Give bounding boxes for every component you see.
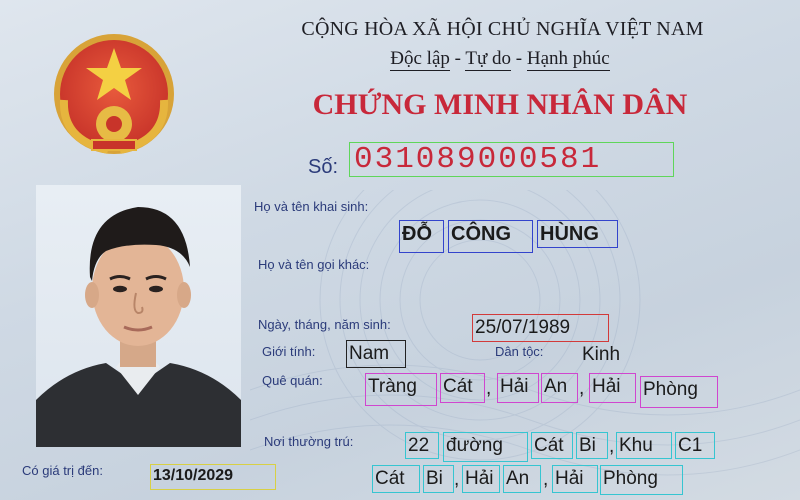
motto-sep: - xyxy=(511,48,527,69)
hometown-comma: , xyxy=(579,378,585,399)
expiry-label: Có giá trị đến: xyxy=(22,463,103,478)
residence-comma: , xyxy=(454,469,460,490)
residence-comma: , xyxy=(609,436,615,457)
motto xyxy=(330,48,670,70)
name-token: CÔNG xyxy=(448,220,533,253)
gender-label: Giới tính: xyxy=(262,344,316,359)
hometown-comma: , xyxy=(486,378,492,399)
motto-part: Độc lập xyxy=(390,48,450,69)
card-title: CHỨNG MINH NHÂN DÂN xyxy=(312,88,688,121)
residence-token: đường xyxy=(443,432,528,462)
motto-part: Hạnh phúc xyxy=(526,48,610,69)
residence-token: Cát xyxy=(372,465,420,493)
hometown-token: Phòng xyxy=(640,376,718,408)
name-label: Họ và tên khai sinh: xyxy=(254,199,369,214)
residence-token: An xyxy=(503,465,541,493)
residence-token: Bi xyxy=(423,465,454,493)
residence-label: Nơi thường trú: xyxy=(264,434,354,449)
residence-token: Khu xyxy=(616,432,672,459)
residence-token: Phòng xyxy=(600,465,683,495)
dob-value: 25/07/1989 xyxy=(472,314,609,342)
other-name-label: Họ và tên gọi khác: xyxy=(258,257,370,272)
hometown-label: Quê quán: xyxy=(262,373,323,388)
residence-token: Cát xyxy=(531,432,573,459)
hometown-token: Hải xyxy=(497,373,539,403)
residence-comma: , xyxy=(543,469,549,490)
motto-part: Tự do xyxy=(465,48,512,69)
ethnicity-value: Kinh xyxy=(582,344,621,365)
hometown-token: Hải xyxy=(589,373,636,403)
id-number: 031089000581 xyxy=(349,142,674,177)
residence-token: Hải xyxy=(462,465,500,493)
id-number-label: Số: xyxy=(308,156,339,178)
residence-token: Hải xyxy=(552,465,598,493)
name-token: ĐỖ xyxy=(399,220,444,253)
ethnicity-label: Dân tộc: xyxy=(495,344,544,359)
expiry-value: 13/10/2029 xyxy=(150,464,276,490)
residence-token: Bi xyxy=(576,432,608,459)
hometown-token: An xyxy=(541,373,578,403)
gender-value: Nam xyxy=(346,340,406,368)
person-photo-icon xyxy=(36,185,241,447)
motto-sep: - xyxy=(449,48,466,69)
dob-label: Ngày, tháng, năm sinh: xyxy=(258,317,391,332)
residence-token: 22 xyxy=(405,432,439,459)
portrait-photo xyxy=(36,185,241,447)
hometown-token: Cát xyxy=(440,373,485,403)
name-token: HÙNG xyxy=(537,220,618,248)
hometown-token: Tràng xyxy=(365,373,437,406)
country-header: CỘNG HÒA XÃ HỘI CHỦ NGHĨA VIỆT NAM xyxy=(301,18,704,40)
residence-token: C1 xyxy=(675,432,715,459)
national-emblem-icon xyxy=(48,30,180,162)
